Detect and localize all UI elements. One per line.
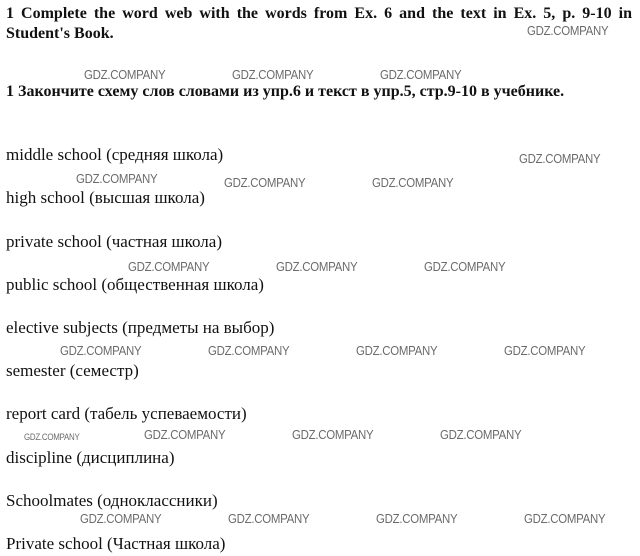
watermark-logo: GDZ.COMPANY — [128, 259, 210, 274]
word-item-middle-school: middle school (средняя школа) — [6, 145, 224, 164]
watermark-logo: GDZ.COMPANY — [524, 511, 606, 526]
watermark-logo: GDZ.COMPANY — [144, 427, 226, 442]
watermark-logo: GDZ.COMPANY — [24, 432, 80, 442]
watermark-logo: GDZ.COMPANY — [208, 343, 290, 358]
watermark-logo: GDZ.COMPANY — [356, 343, 438, 358]
watermark-logo: GDZ.COMPANY — [228, 511, 310, 526]
watermark-logo: GDZ.COMPANY — [372, 175, 454, 190]
watermark-logo: GDZ.COMPANY — [84, 67, 166, 82]
watermark-logo: GDZ.COMPANY — [504, 343, 586, 358]
watermark-logo: GDZ.COMPANY — [76, 171, 158, 186]
word-item-report-card: report card (табель успеваемости) — [6, 404, 247, 423]
watermark-logo: GDZ.COMPANY — [376, 511, 458, 526]
word-item-elective-subjects: elective subjects (предметы на выбор) — [6, 318, 275, 337]
watermark-logo: GDZ.COMPANY — [224, 175, 306, 190]
watermark-logo: GDZ.COMPANY — [232, 67, 314, 82]
watermark-logo: GDZ.COMPANY — [276, 259, 358, 274]
watermark-logo: GDZ.COMPANY — [60, 343, 142, 358]
watermark-logo: GDZ.COMPANY — [527, 23, 609, 38]
word-item-high-school: high school (высшая школа) — [6, 188, 205, 207]
task-heading-english: 1 Complete the word web with the words from Ex. 6 and the text in Ex. 5, p. 9-10 in Student's Book. — [6, 5, 632, 42]
word-item-private-school: private school (частная школа) — [6, 232, 222, 251]
watermark-logo: GDZ.COMPANY — [440, 427, 522, 442]
word-item-semester: semester (семестр) — [6, 361, 139, 380]
word-item-schoolmates: Schoolmates (одноклассники) — [6, 491, 218, 510]
task-heading-russian: 1 Закончите схему слов словами из упр.6 и текст в упр.5, стр.9-10 в учебнике. — [6, 83, 565, 100]
watermark-logo: GDZ.COMPANY — [380, 67, 462, 82]
watermark-logo: GDZ.COMPANY — [80, 511, 162, 526]
word-item-public-school: public school (общественная школа) — [6, 275, 264, 294]
watermark-logo: GDZ.COMPANY — [292, 427, 374, 442]
watermark-logo: GDZ.COMPANY — [424, 259, 506, 274]
watermark-logo: GDZ.COMPANY — [519, 151, 601, 166]
word-item-discipline: discipline (дисциплина) — [6, 448, 175, 467]
word-item-private-school-capital: Private school (Частная школа) — [6, 534, 226, 553]
